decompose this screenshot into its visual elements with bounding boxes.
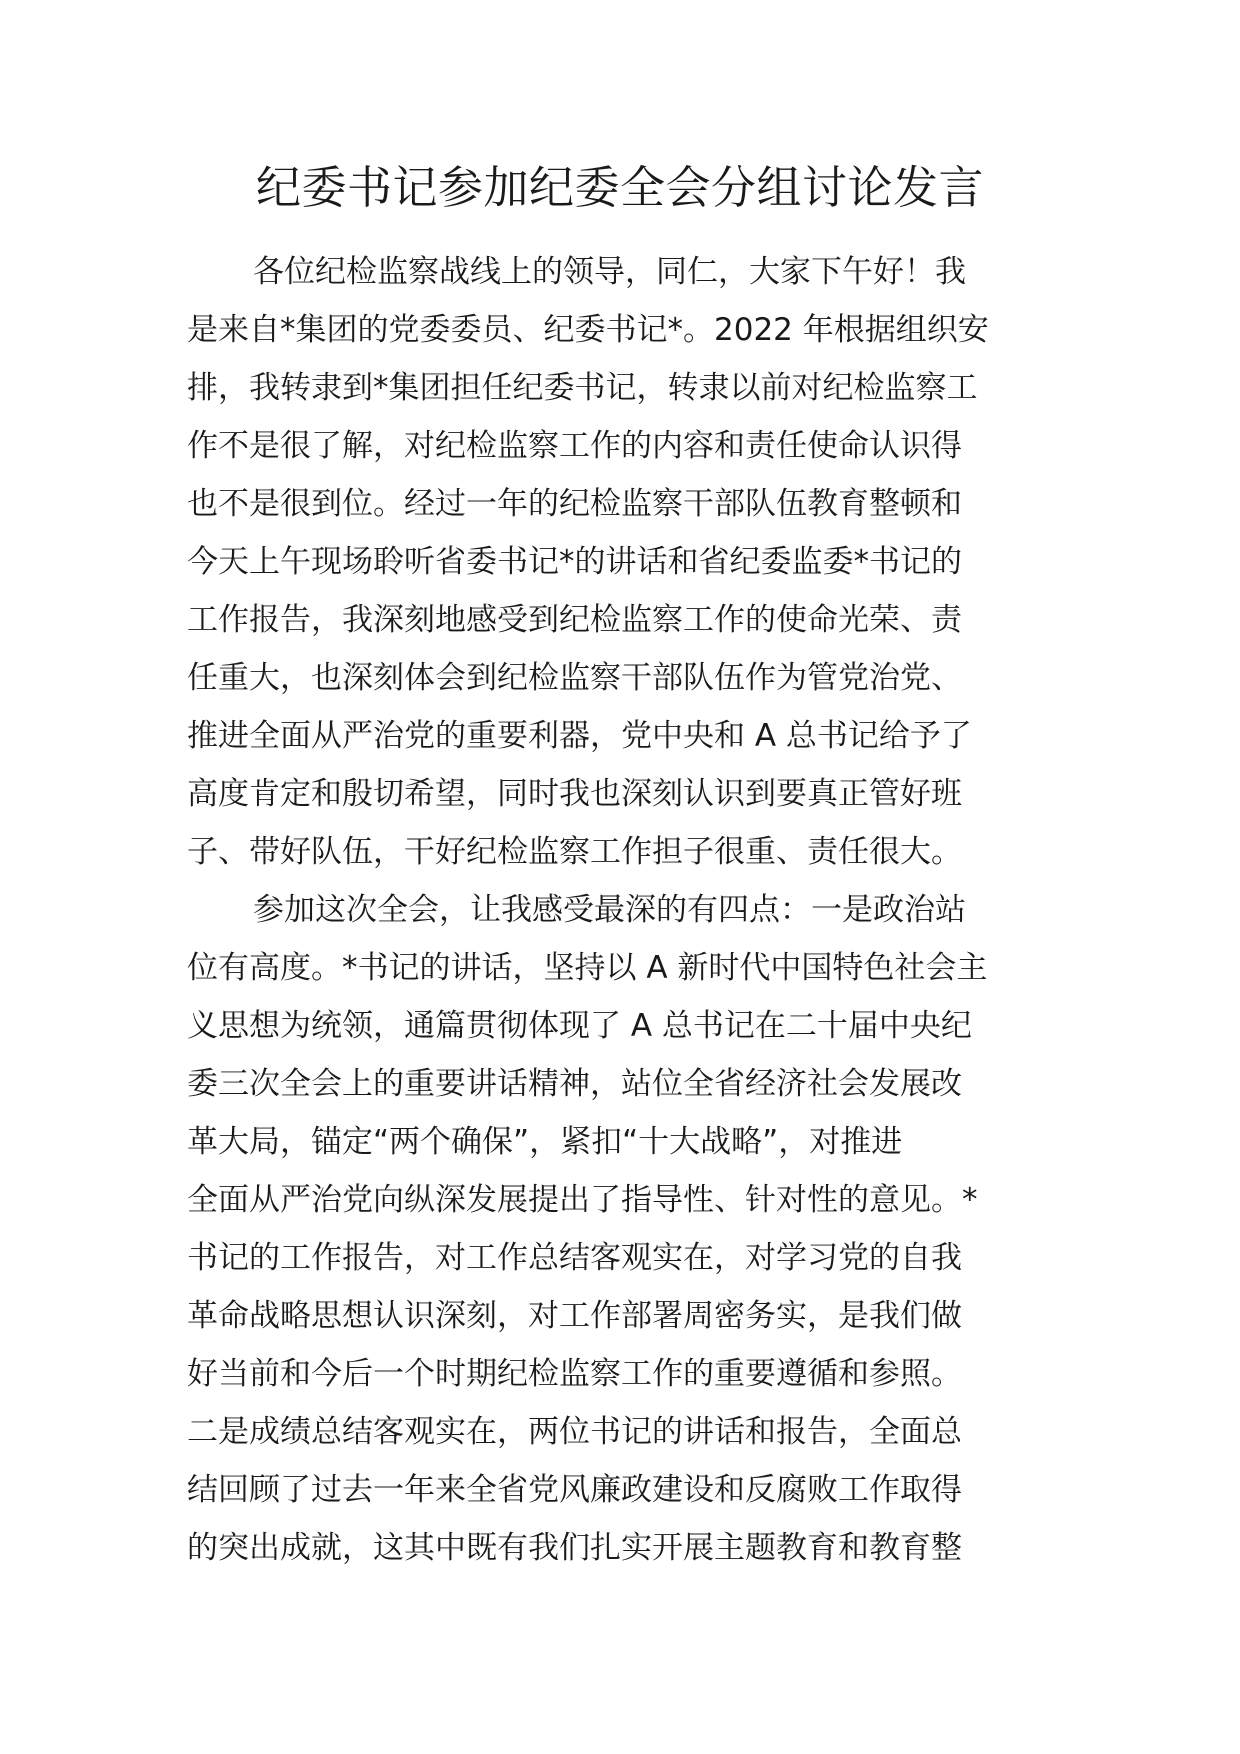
paragraph-line: 书记的工作报告，对工作总结客观实在，对学习党的自我: [187, 1240, 962, 1276]
paragraph-line: 高度肯定和殷切希望，同时我也深刻认识到要真正管好班: [187, 776, 962, 812]
paragraph-line: 义思想为统领，通篇贯彻体现了 A 总书记在二十届中央纪: [187, 1008, 972, 1044]
document-title: 纪委书记参加纪委全会分组讨论发言: [255, 161, 984, 214]
paragraph-line: 全面从严治党向纵深发展提出了指导性、针对性的意见。*: [187, 1182, 978, 1218]
paragraph-line: 任重大，也深刻体会到纪检监察干部队伍作为管党治党、: [187, 660, 962, 696]
paragraph-line: 工作报告，我深刻地感受到纪检监察工作的使命光荣、责: [187, 602, 962, 638]
paragraph-line: 二是成绩总结客观实在，两位书记的讲话和报告，全面总: [187, 1414, 962, 1450]
paragraph-line: 今天上午现场聆听省委书记*的讲话和省纪委监委*书记的: [187, 544, 962, 580]
paragraph-line: 子、带好队伍，干好纪检监察工作担子很重、责任很大。: [187, 834, 962, 870]
paragraph-line: 委三次全会上的重要讲话精神，站位全省经济社会发展改: [187, 1066, 962, 1102]
paragraph-line: 好当前和今后一个时期纪检监察工作的重要遵循和参照。: [187, 1356, 962, 1392]
paragraph-line: 排，我转隶到*集团担任纪委书记，转隶以前对纪检监察工: [187, 370, 978, 406]
paragraph-line: 结回顾了过去一年来全省党风廉政建设和反腐败工作取得: [187, 1472, 962, 1508]
paragraph-line: 推进全面从严治党的重要利器，党中央和 A 总书记给予了: [187, 718, 972, 754]
paragraph-line: 各位纪检监察战线上的领导，同仁，大家下午好！我: [253, 254, 966, 290]
document-body: [187, 243, 1047, 1577]
paragraph-line: 是来自*集团的党委委员、纪委书记*。2022 年根据组织安: [187, 312, 989, 348]
paragraph-line: 革大局，锚定“两个确保”，紧扣“十大战略”，对推进: [187, 1124, 903, 1160]
paragraph-line: 也不是很到位。经过一年的纪检监察干部队伍教育整顿和: [187, 486, 962, 522]
paragraph-line: 参加这次全会，让我感受最深的有四点：一是政治站: [253, 892, 966, 928]
paragraph-line: 作不是很了解，对纪检监察工作的内容和责任使命认识得: [187, 428, 962, 464]
paragraph-line: 的突出成就，这其中既有我们扎实开展主题教育和教育整: [187, 1530, 962, 1566]
paragraph-line: 位有高度。*书记的讲话，坚持以 A 新时代中国特色社会主: [187, 950, 988, 986]
paragraph-line: 革命战略思想认识深刻，对工作部署周密务实，是我们做: [187, 1298, 962, 1334]
